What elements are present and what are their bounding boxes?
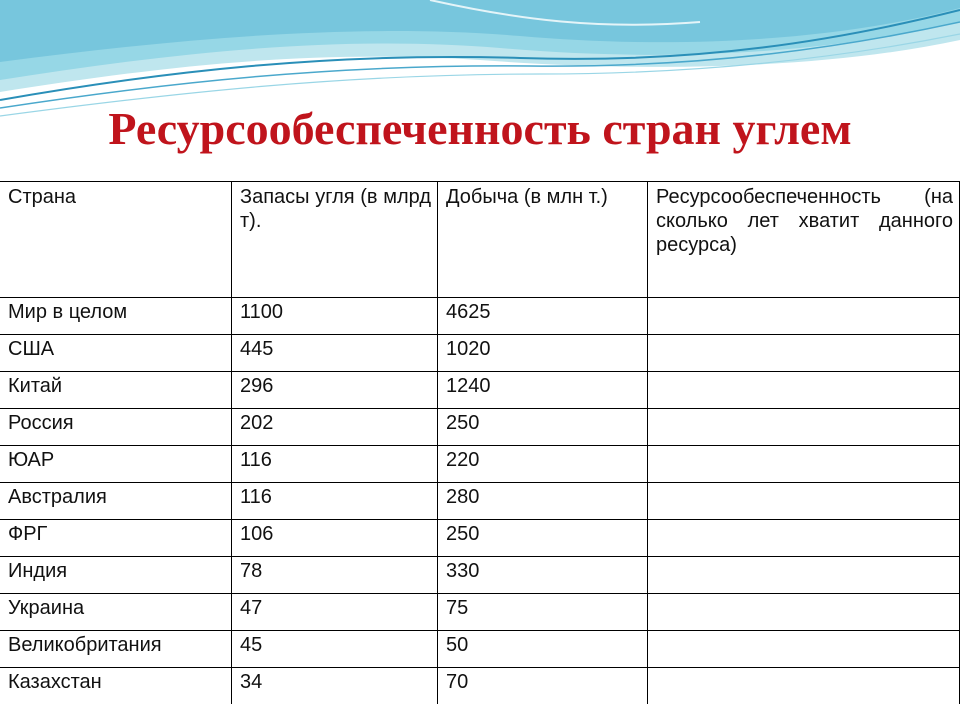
cell-reserves: 296 [232, 372, 438, 409]
cell-availability[interactable] [648, 335, 960, 372]
cell-country: Индия [0, 557, 232, 594]
coal-resource-table [0, 181, 960, 704]
cell-production: 1240 [438, 372, 648, 409]
cell-country: США [0, 335, 232, 372]
cell-country: Китай [0, 372, 232, 409]
cell-production: 4625 [438, 298, 648, 335]
cell-availability[interactable] [648, 594, 960, 631]
cell-availability[interactable] [648, 372, 960, 409]
header-reserves: Запасы угля (в млрд т). [232, 182, 438, 298]
header-production: Добыча (в млн т.) [438, 182, 648, 298]
cell-reserves: 45 [232, 631, 438, 668]
cell-production: 330 [438, 557, 648, 594]
cell-production: 280 [438, 483, 648, 520]
table-row [0, 298, 960, 335]
table-row [0, 631, 960, 668]
table-row [0, 446, 960, 483]
cell-reserves: 34 [232, 668, 438, 705]
cell-country: Великобритания [0, 631, 232, 668]
cell-reserves: 445 [232, 335, 438, 372]
table-row [0, 335, 960, 372]
cell-country: Австралия [0, 483, 232, 520]
cell-production: 220 [438, 446, 648, 483]
cell-reserves: 116 [232, 446, 438, 483]
header-resource-availability: Ресурсообеспеченность (на сколько лет хватит данного ресурса) [648, 182, 960, 298]
cell-country: Казахстан [0, 668, 232, 705]
cell-availability[interactable] [648, 520, 960, 557]
cell-country: Россия [0, 409, 232, 446]
cell-reserves: 202 [232, 409, 438, 446]
cell-reserves: 116 [232, 483, 438, 520]
cell-production: 70 [438, 668, 648, 705]
table-row [0, 483, 960, 520]
slide-title: Ресурсообеспеченность стран углем [108, 103, 852, 154]
cell-availability[interactable] [648, 668, 960, 705]
cell-country: Украина [0, 594, 232, 631]
cell-production: 50 [438, 631, 648, 668]
header-country: Страна [0, 182, 232, 298]
table-header-row [0, 182, 960, 298]
cell-production: 250 [438, 520, 648, 557]
cell-availability[interactable] [648, 557, 960, 594]
table-row [0, 520, 960, 557]
cell-production: 250 [438, 409, 648, 446]
table-row [0, 594, 960, 631]
cell-availability[interactable] [648, 483, 960, 520]
table-row [0, 668, 960, 705]
table-row [0, 557, 960, 594]
cell-reserves: 106 [232, 520, 438, 557]
cell-availability[interactable] [648, 298, 960, 335]
cell-production: 75 [438, 594, 648, 631]
table-row [0, 409, 960, 446]
cell-country: ЮАР [0, 446, 232, 483]
cell-production: 1020 [438, 335, 648, 372]
cell-availability[interactable] [648, 631, 960, 668]
cell-availability[interactable] [648, 409, 960, 446]
table-row [0, 372, 960, 409]
cell-reserves: 78 [232, 557, 438, 594]
cell-country: Мир в целом [0, 298, 232, 335]
cell-reserves: 1100 [232, 298, 438, 335]
cell-reserves: 47 [232, 594, 438, 631]
cell-availability[interactable] [648, 446, 960, 483]
cell-country: ФРГ [0, 520, 232, 557]
